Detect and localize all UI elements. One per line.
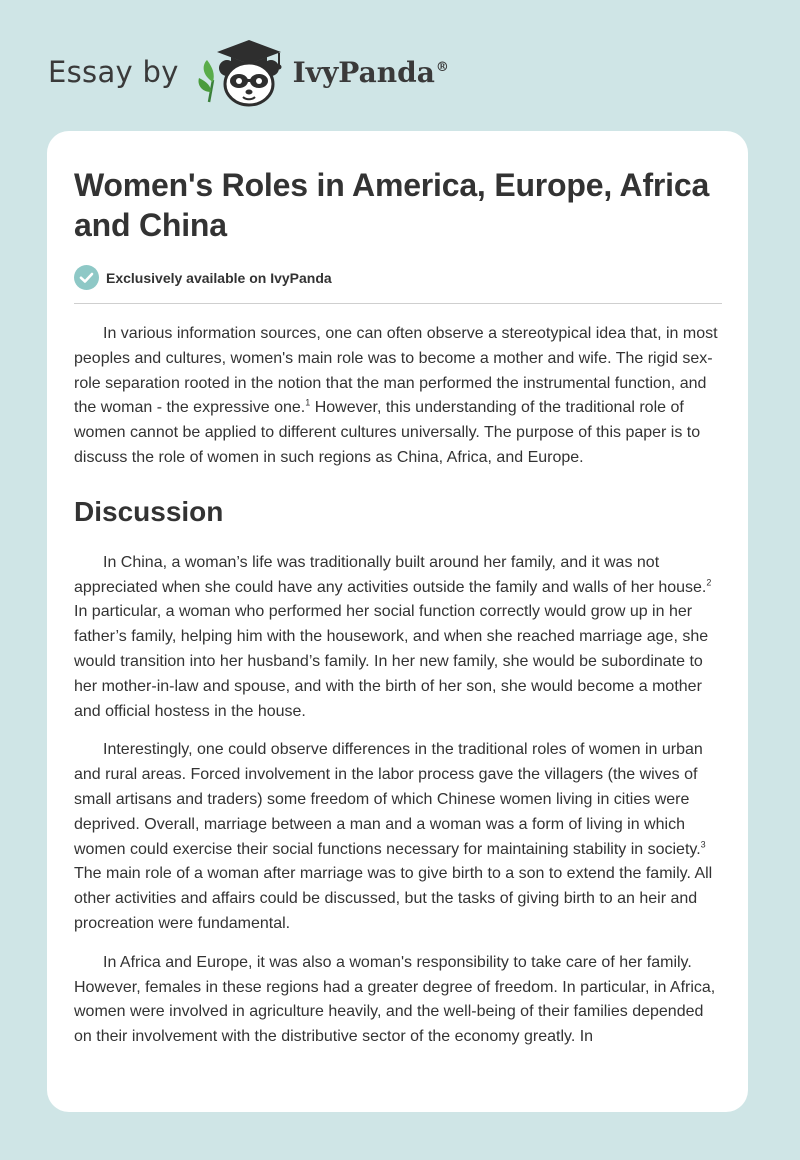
footnote-ref-2[interactable]: 2: [706, 577, 712, 588]
footnote-ref-1[interactable]: 1: [305, 398, 311, 409]
heading-discussion: Discussion: [74, 495, 224, 527]
brand-name-text: IvyPanda: [292, 55, 435, 89]
exclusive-badge: [74, 265, 722, 290]
title-divider: [74, 303, 722, 304]
brand-header: [48, 36, 449, 108]
brand-name: [293, 56, 449, 89]
check-circle-icon: [74, 265, 99, 290]
footnote-ref-3[interactable]: 3: [700, 839, 706, 850]
paragraph-urban-rural-text-a: Interestingly, one could observe differences in the traditional roles of women in urban and rural areas. Forced involvement in the labor process gave the villagers (the wives of small artisans and traders) some freedom of which Chinese women living in cities were deprived. Overall, marriage between a man and a woman was a form of living in which women could exercise their social functions necessary for maintaining stability in society.: [74, 741, 703, 858]
essay-card: [47, 131, 748, 1112]
paragraph-intro-text-b: However, this understanding of the traditional role of women cannot be applied to different cultures universally. The purpose of this paper is to discuss the role of women in such regions as China, Africa, and Europe.: [74, 399, 701, 466]
brand-registered-mark: ®: [435, 60, 449, 76]
exclusive-label: Exclusively available on IvyPanda: [106, 269, 332, 286]
paragraph-intro-text-a: In various information sources, one can often observe a stereotypical idea that, in most peoples and cultures, women's main role was to become a mother and wife. The rigid sex-role separation rooted in the notion that the man performed the instrumental function, and the woman - the expressive one.: [74, 325, 718, 417]
paragraph-china: [74, 551, 722, 725]
essay-title: Women's Roles in America, Europe, Africa and China: [74, 167, 710, 243]
paragraph-urban-rural: [74, 738, 722, 936]
panda-logo-icon[interactable]: [195, 36, 287, 108]
paragraph-urban-rural-text-b: The main role of a woman after marriage was to give birth to a son to extend the family. All other activities and affairs could be discussed, but the tasks of giving birth to an heir and procreation were fundamental.: [74, 865, 713, 932]
essay-content: [47, 131, 748, 1050]
brand-prefix: Essay by: [48, 55, 179, 89]
paragraph-africa-europe: In Africa and Europe, it was also a woman's responsibility to take care of her family. However, females in these regions had a greater degree of freedom. In particular, in Africa, women were involved in agriculture heavily, and the well-being of their families depended on their involvement with the distributive sector of the economy greatly. In: [74, 953, 716, 1046]
paragraph-intro: [74, 322, 722, 471]
paragraph-china-text-b: In particular, a woman who performed her social function correctly would grow up in her father’s family, helping him with the housework, and when she reached marriage age, she would transition into her husband’s family. In her new family, she would be subordinate to her mother-in-law and spouse, and with the birth of her son, she would become a mother and official hostess in the house.: [74, 603, 709, 720]
paragraph-china-text-a: In China, a woman’s life was traditionally built around her family, and it was not appreciated when she could have any activities outside the family and walls of her house.: [74, 553, 707, 596]
